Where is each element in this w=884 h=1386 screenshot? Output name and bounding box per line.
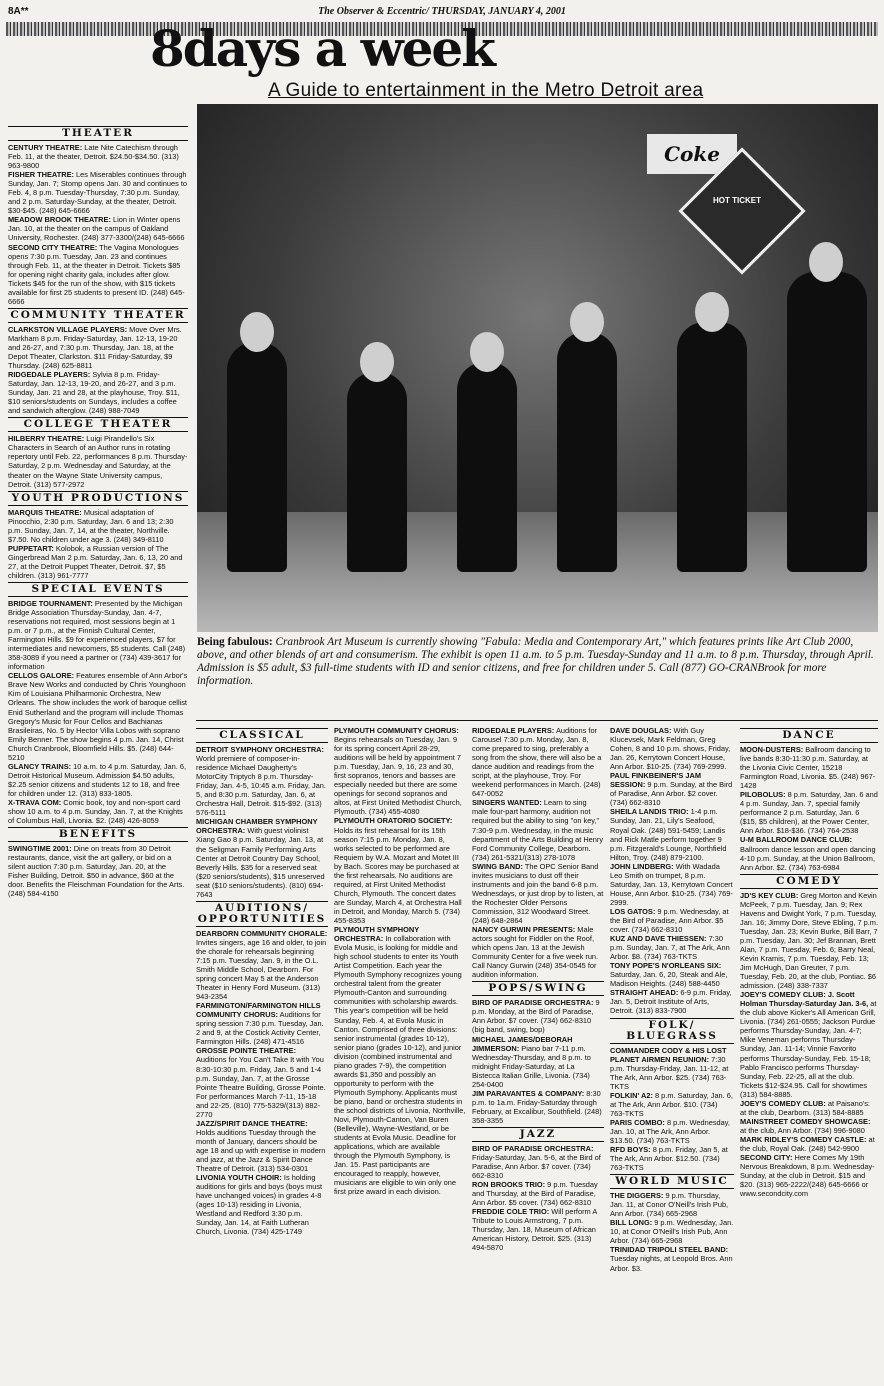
section-head-theater: THEATER (8, 126, 188, 141)
photo-figure (787, 272, 867, 572)
listing: FARMINGTON/FARMINGTON HILLS COMMUNITY CHORUS: Auditions for spring session 7:30 p.m. Tuesday, Jan. 2 and 9, at the Costick Activity Center, Farmington Hills. (248) 471-4516 (196, 1001, 324, 1047)
listing: PLYMOUTH SYMPHONY ORCHESTRA: In collaboration with Evola Music, is looking for middle and high school students to enter its Youth Artist Competition. Each year the Plymouth Symphony recognizes young orchestral talent from the greater Plymouth-Canton and surrounding communities with scholarship awards. This year's competition will be held Sunday, Feb. 4, at Evola Music in Canton. Comprised of three divisions: senior instrumental (grades 10-12), senior piano (grades 10-12), and junior division (combined instrumental and piano grades 7-9), the competition awards $1,350 and possibly an opportunity to perform with the Plymouth Symphony. Applicants must be piano, band or orchestra students in the school districts of Livonia, Northville, Novi, Plymouth-Canton, Van Buren (Belleville), Wayne-Westland, or be students at Evola Music. Deadline for applications, which are available through the Plymouth Symphony, is Jan. 15. Past participants are encouraged to reapply, however, musicians are eligible to win only one first prize award in each division. (334, 925, 466, 1197)
listing: SWING BAND: The OPC Senior Band invites musicians to dust off their instruments and join the band 6-8 p.m. Wednesdays, or just drop by to listen, at the Rochester Older Persons Commission, 312 Woodward Street. (248) 648-2864 (472, 861, 604, 925)
section-head-community-theater: COMMUNITY THEATER (8, 308, 188, 323)
section-head-youth-productions: YOUTH PRODUCTIONS (8, 491, 188, 506)
section-head-benefits: BENEFITS (8, 827, 188, 842)
listing: MAINSTREET COMEDY SHOWCASE: at the club, Ann Arbor. (734) 996-9080 (740, 1116, 871, 1135)
column-folk-world (610, 726, 734, 1376)
listing: SECOND CITY THEATRE: The Vagina Monologues opens 7:30 p.m. Tuesday, Jan. 23 and continues through Feb. 11, at the theater in Detroit. Tickets $85 for opening night charity gala, includes after glow. Tickets $45 for the run of the show, with $15 tickets available for first 25 students to present ID. (248) 645-6666 (8, 242, 185, 306)
listing: DAVE DOUGLAS: With Guy Klucevsek, Mark Feldman, Greg Cohen, 8 and 10 p.m. shows, Friday, Jan. 26, Kerrytown Concert House, Ann Arbor. $10-25. (734) 769-2999. (610, 726, 731, 772)
listing: BRIDGE TOURNAMENT: Presented by the Michigan Bridge Association Thursday-Sunday, Jan. 4-7, reservations not required, most sessions begin at 1 p.m. or 7 p.m., at the Finnish Cultural Center, Farmington Hills. $9 for experienced players, $7 for intermediates and newcomers, $5 students. Call (248) 358-3089 if you need a partner or (734) 439-3617 for information (8, 598, 186, 672)
section-head-dance: DANCE (740, 728, 878, 743)
photo-figure-head (360, 342, 394, 382)
section-head-jazz: JAZZ (472, 1127, 604, 1142)
listing: SINGERS WANTED: Learn to sing male four-part harmony, audition not required but the ability to sing "on key," 7:30-9 p.m. Wednesday, in the music department of the Arts Building at Henry Ford Community College, Dearborn. (734) 261-5321/(313) 278-1078 (472, 798, 604, 862)
photo-figure (457, 362, 517, 572)
caption-lead: Being fabulous: (197, 636, 273, 648)
listing: JOHN LINDBERG: With Wadada Leo Smith on trumpet, 8 p.m. Saturday, Jan. 13, Kerrytown Concert House, Ann Arbor. $10-25. (734) 769-2999. (610, 861, 733, 907)
photo-billboard: Coke (647, 134, 737, 174)
listing: TRINIDAD TRIPOLI STEEL BAND: Tuesday nights, at Leopold Bros. Ann Arbor. $3. (610, 1245, 733, 1273)
listing: JOEY'S COMEDY CLUB: J. Scott Holman Thursday-Saturday Jan. 3-6, at the club above Kicker's All American Grill, Livonia. (734) 261-0555; Jackson Purdue performs Thursday-Sunday, Jan. 4-7; Mike Veneman performs Thursday-Sunday, Jan. 11-14; Vinnie Favorito performs Thursday-Sunday, Feb. 15-18; Pablo Francisco performs Thursday-Sunday, Feb. 22-25, all at the club. Tickets $12-$24.95. Call for showtimes (313) 584-8885. (740, 990, 877, 1099)
listing: CELLOS GALORE: Features ensemble of Ann Arbor's Brave New Works and conducted by Chris Younghoon Kim of Louisiana Philharmonic Orchestra, New Orleans. The show includes the work of baroque cellist Enid Sutherland and the program will include Thomas Gregory's Music for Four Cellos and Bachianas Brasileiras, No. 5 by Hector Villa Lobos with soprano Emily Benner. The show begins 4 p.m. Jan. 14, Christ Church Cranbrook, Bloomfield Hills. $5. (248) 644-5210 (8, 671, 188, 762)
listing: MOON-DUSTERS: Ballroom dancing to live bands 8:30-11:30 p.m. Saturday, at the Livonia Civic Center, 15218 Farmington Road, Livonia. $5. (248) 967-1428 (740, 745, 876, 791)
listing: U-M BALLROOM DANCE CLUB: Ballroom dance lesson and open dancing 4-10 p.m. Sunday, at the Union Ballroom, Ann Arbor. $2. (734) 763-6984 (740, 835, 876, 872)
section-head-folk-bluegrass: FOLK/ BLUEGRASS (610, 1018, 734, 1044)
section-head-world-music: WORLD MUSIC (610, 1174, 734, 1189)
listing: SWINGTIME 2001: Dine on treats from 30 Detroit restaurants, dance, visit the art gallery, or bid on a silent auction 7:30 p.m. Saturday, Jan. 20, at the Fisher Building, Detroit. $50 in advance, $60 at the door. Benefits the Fleischman Foundation for the Arts. (248) 584-4150 (8, 844, 185, 899)
photo-figure-head (240, 312, 274, 352)
newspaper-dateline: The Observer & Eccentric/ THURSDAY, JANUARY 4, 2001 (318, 6, 566, 17)
listing: MARQUIS THEATRE: Musical adaptation of Pinocchio, 2:30 p.m. Saturday, Jan. 6 and 13; 2:30 p.m. Sunday, Jan. 7, 14, at the theater, Northville. $7.50. No children under age 3. (248) 349-8110 (8, 507, 174, 544)
section-head-pops-swing: POPS/SWING (472, 981, 604, 996)
column-pops-jazz (472, 726, 604, 1376)
listing: SHEILA LANDIS TRIO: 1-4 p.m. Sunday, Jan. 21, Lily's Seafood, Royal Oak. (248) 591-5459; Landis and Rick Matle perform together 9 p.m. Fitzgerald's Lounge, Northfield Hilton, Troy. (248) 879-2100. (610, 807, 727, 862)
listing: PLYMOUTH ORATORIO SOCIETY: Holds its first rehearsal for its 15th season 7:15 p.m. Monday, Jan. 8, works selected to be performed are Requiem by W.A. Mozart and Motet III by Bach. Scores may be purchased at the first rehearsals. No auditions are required, at First United Methodist Church, Plymouth. The concert dates are Sunday, March 4, at Orchestra Hall in Detroit, and Monday, March 5. (734) 455-8353 (334, 816, 462, 925)
masthead (8, 6, 876, 20)
listing: BIRD OF PARADISE ORCHESTRA: 9 p.m. Monday, at the Bird of Paradise, Ann Arbor. $7 cover. (734) 662-8310 (big band, swing, bop) (472, 998, 600, 1035)
listing: LIVONIA YOUTH CHOIR: Is holding auditions for girls and boys (boys must have unchanged voices) in grades 4-8 (ages 10-13) residing in Livonia, Westland and Redford 3:30 p.m. Sunday, Jan. 14, at Faith Lutheran Church, Livonia. (734) 425-1749 (196, 1173, 323, 1237)
listing: CLARKSTON VILLAGE PLAYERS: Move Over Mrs. Markham 8 p.m. Friday-Saturday, Jan. 12-13, 19-20 and 26-27, and 7:30 p.m. Thursday, Jan. 18, at the Depot Theater, Clarkston. $11 Friday-Saturday, $9 Thursday. (248) 625-8811 (8, 324, 182, 371)
listing: GROSSE POINTE THEATRE: Auditions for You Can't Take It with You 8:30-10:30 p.m. Friday, Jan. 5 and 1-4 p.m. Sunday, Jan. 7, at the Grosse Pointe Theatre Building, Grosse Pointe. For performances March 7-11, 15-18 and 22-25. (810) 775-5329/(313) 882-2770 (196, 1046, 326, 1119)
section-head-auditions: AUDITIONS/ OPPORTUNITIES (197, 901, 327, 925)
listing: CENTURY THEATRE: Late Nite Catechism through Feb. 11, at the theater, Detroit. $24.50-$34.50. (313) 963-9800 (8, 143, 179, 171)
photo-figure-head (470, 332, 504, 372)
photo-figure-head (570, 302, 604, 342)
section-divider (196, 720, 878, 721)
section-head-comedy: COMEDY (740, 874, 878, 889)
photo-figure (347, 372, 407, 572)
listing: PUPPETART: Kolobok, a Russian version of The Gingerbread Man 2 p.m. Saturday, Jan. 6, 13, 20 and 27, at the Detroit Puppet Theater, Detroit. $7, $5 children. (313) 961-7777 (8, 543, 183, 580)
listing: PILOBOLUS: 8 p.m. Saturday, Jan. 6 and 4 p.m. Sunday, Jan. 7, special family performance 2 p.m. Saturday, Jan. 6 ($15, $5 children), at the Power Center, Ann Arbor. $18-$36. (734) 764-2538 (740, 790, 878, 836)
section-head-classical: CLASSICAL (196, 728, 328, 743)
listing: LOS GATOS: 9 p.m. Wednesday, at the Bird of Paradise, Ann Arbor. $5 cover. (734) 662-8310 (610, 906, 729, 935)
listing: RON BROOKS TRIO: 9 p.m. Tuesday and Thursday, at the Bird of Paradise, Ann Arbor. $5 cover. (734) 662-8310 (472, 1180, 598, 1208)
listing: RFD BOYS: 8 p.m. Friday, Jan 5, at The Ark, Ann Arbor. $12.50. (734) 763-TKTS (610, 1145, 728, 1173)
listing: MICHAEL JAMES/DEBORAH JIMMERSON: Piano bar 7-11 p.m. Wednesday-Thursday, and 8 p.m. to midnight Friday-Saturday, at La Bistecca Italian Grille, Livonia. (734) 254-0400 (472, 1034, 591, 1089)
listing: PAUL FINKBEINER'S JAM SESSION: 9 p.m. Sunday, at the Bird of Paradise, Ann Arbor. $2 cover. (734) 662-8310 (610, 771, 733, 808)
listing: STRAIGHT AHEAD: 6-9 p.m. Friday, Jan. 5, Detroit Institute of Arts, Detroit. (313) 833-7900 (610, 988, 732, 1016)
listing: JAZZ/SPIRIT DANCE THEATRE: Holds auditions Tuesday through the month of January, dancers should be age 18 and up with expertise in modern and jazz, at the Jazz & Spirit Dance Theatre of Detroit. (313) 534-0301 (196, 1118, 326, 1174)
section-tagline: A Guide to entertainment in the Metro Detroit area (268, 80, 704, 101)
listing: TONY POPE'S N'ORLEANS SIX: Saturday, Jan. 6, 20, Steak and Ale, Madison Heights. (248) 588-4450 (610, 961, 728, 989)
photo-figure (677, 322, 747, 572)
listing: GLANCY TRAINS: 10 a.m. to 4 p.m. Saturday, Jan. 6, Detroit Historical Museum. Admission $4.50 adults, $2.25 senior citizens and students 12 to 18, and free for children under 12. (313) 833-1805. (8, 761, 187, 798)
hot-ticket-badge-label: HOT TICKET (713, 196, 761, 205)
listing: NANCY GURWIN PRESENTS: Male actors sought for Fiddler on the Roof, which opens Jan. 13 at the Jewish Community Center for a five week run. Call Nancy Gurwin (248) 354-0545 for audition information. (472, 925, 599, 980)
page-number: 8A** (8, 6, 29, 17)
listing: PARIS COMBO: 8 p.m. Wednesday, Jan. 10, at The Ark, Ann Arbor. $13.50. (734) 763-TKTS (610, 1117, 730, 1145)
listing: COMMANDER CODY & HIS LOST PLANET AIRMEN REUNION: 7:30 p.m. Thursday-Friday, Jan. 11-12, at The Ark, Ann Arbor. $25. (734) 763-TKTS (610, 1045, 729, 1091)
listing: BILL LONG: 9 p.m. Wednesday, Jan. 10, at Conor O'Neill's Irish Pub, Ann Arbor. (734) 665-2968 (610, 1218, 734, 1246)
listing: HILBERRY THEATRE: Luigi Pirandello's Six Characters in Search of an Author runs in rotating repertory until Feb. 22, performances 8 p.m. Thursday-Saturday, 2 p.m. Wednesday and Saturday, at the theater on the Wayne State University campus, Detroit. (313) 577-2972 (8, 434, 188, 489)
listing: FREDDIE COLE TRIO: Will perform A Tribute to Louis Armstrong, 7 p.m. Thursday, Jan. 18, Museum of African American History, Detroit. $25. (313) 494-5870 (472, 1207, 597, 1253)
column-dance-comedy (740, 726, 878, 1376)
listing: MEADOW BROOK THEATRE: Lion in Winter opens Jan. 10, at the theater on the campus of Oakland University, Rochester. (248) 377-3300/(248) 645-6666 (8, 215, 185, 243)
listing: DETROIT SYMPHONY ORCHESTRA: World premiere of composer-in-residence Michael Daugherty's MotorCity Triptych 8 p.m. Thursday-Friday, Jan. 4-5, 10:45 a.m. Friday, Jan. 5, and 8:30 p.m. Saturday, Jan. 6, at Orchestra Hall, Detroit. $15-$92. (313) 576-5111 (196, 745, 326, 818)
listing: FISHER THEATRE: Les Miserables continues through Sunday, Jan. 7; Stomp opens Jan. 30 and continues to Feb. 4, 8 p.m. Tuesday-Thursday, 7:30 p.m. Sunday, and 2 p.m. Saturday-Sunday, at the theater, Detroit. $30-$45. (248) 645-6666 (8, 170, 188, 216)
listing: PLYMOUTH COMMUNITY CHORUS: Begins rehearsals on Tuesday, Jan. 9 for its spring concert April 28-29, auditions will be held by appointment 7 p.m. Tuesday, Jan. 9, 16, 23 and 30, first sopranos, tenors and basses are especially needed but there are some openings for second sopranos and altos, at First United Methodist Church, Plymouth. (734) 455-4080 (334, 726, 462, 817)
section-logo: 8days a week (150, 19, 494, 78)
listing: X-TRAVA COM: Comic book, toy and non-sport card show 10 a.m. to 4 p.m. Sunday, Jan. 7, at the Knights of Columbus Hall, Livonia. $2. (248) 426-8059 (8, 798, 183, 826)
photo-figure-head (809, 242, 843, 282)
left-column (8, 124, 188, 1374)
listing: RIDGEDALE PLAYERS: Auditions for Carousel 7:30 p.m. Monday, Jan. 8, come prepared to sing, preferably a song from the show, there will also be a dance audition and readings from the script, at the playhouse, Troy. For weekend performances in March. (248) 647-0052 (472, 726, 602, 799)
listing: JOEY'S COMEDY CLUB: at Paisano's: at the club, Dearborn. (313) 584-8885 (740, 1098, 870, 1117)
photo-street (197, 512, 878, 632)
listing: RIDGEDALE PLAYERS: Sylvia 8 p.m. Friday-Saturday, Jan. 12-13, 19-20, and 26-27, and 3 p.m. Sunday, Jan. 21 and 28, at the playhouse, Troy. $11, $10 seniors/students on Sundays, includes a coffee and sandwich afterglow. (248) 988-7049 (8, 370, 180, 416)
listing: DEARBORN COMMUNITY CHORALE: Invites singers, age 16 and older, to join the chorale for rehearsals beginning 7:15 p.m. Tuesday, Jan. 9, in the O.L. Smith Middle School, Dearborn. For spring concert May 5 at the Anderson Theater in Henry Ford Museum. (313) 943-2354 (196, 928, 328, 1002)
photo-figure-head (695, 292, 729, 332)
listing: THE DIGGERS: 9 p.m. Thursday, Jan. 11, at Conor O'Neill's Irish Pub, Ann Arbor. (734) 665-2968 (610, 1191, 729, 1219)
photo-figure (557, 332, 617, 572)
listing: KUZ AND DAVE THIESSEN: 7:30 p.m. Sunday, Jan. 7, at The Ark, Ann Arbor. $8. (734) 763-TKTS (610, 934, 730, 962)
listing: JD'S KEY CLUB: Greg Morton and Kevin McPeek, 7 p.m. Tuesday, Jan. 9; Rex Havens and Dwight York, 7 p.m. Tuesday, Jan. 16; Jimmy Dore, Steve Ebling, 7 p.m. Tuesday, Jan. 23; Kevin Burke, Bill Barr, 7 p.m. Tuesday, Jan. 30; Jef Brannan, Brett Alan, 7 p.m. Tuesday, Feb. 6; Barry Neal, Kevin Kramis, 7 p.m. Tuesday, Feb. 13; Jim McHugh, Dan Greuter, 7 p.m. Tuesday, Feb. 20, at the club, Pontiac. $6 admission. (248) 338-7337 (740, 890, 878, 991)
listing: MARK RIDLEY'S COMEDY CASTLE: at the club, Royal Oak. (248) 542-9900 (740, 1134, 875, 1153)
photo-caption (197, 636, 878, 688)
feature-photo (197, 104, 878, 632)
listing: FOLKIN' A2: 8 p.m. Saturday, Jan. 6, at The Ark, Ann Arbor. $10. (734) 763-TKTS (610, 1090, 733, 1118)
section-head-college-theater: COLLEGE THEATER (8, 417, 188, 432)
caption-text: Cranbrook Art Museum is currently showing "Fabula: Media and Contemporary Art," which features prints like Art Club 2000, above, and other blends of art and consumerism. The exhibit is open 11 a.m. to 5 p.m. Tuesday-Sunday and 11 a.m. to 8 p.m. Thursday, through April. Admission is $5 adult, $3 full-time students with ID and senior citizens, and free for children under 5. Call (877) GO-CRANBrook for more information. (197, 636, 874, 687)
column-classical (196, 726, 328, 1376)
section-head-special-events: SPECIAL EVENTS (8, 582, 188, 597)
listing: BIRD OF PARADISE ORCHESTRA: Friday-Saturday, Jan. 5-6, at the Bird of Paradise, Ann Arbor. $7 cover. (734) 662-8310 (472, 1143, 601, 1181)
photo-figure (227, 342, 287, 572)
listing: JIM PARAVANTES & COMPANY: 8:30 p.m. to 1a.m. Friday-Saturday through February, at Excalibur, Southfield. (248) 358-3355 (472, 1088, 602, 1125)
listing: SECOND CITY: Here Comes My 19th Nervous Breakdown, 8 p.m. Wednesday-Sunday, at the club in Detroit. $15 and $20. (313) 965-2222/(248) 645-6666 or www.secondcity.com (740, 1153, 875, 1199)
listing: MICHIGAN CHAMBER SYMPHONY ORCHESTRA: With guest violinist Xiang Gao 8 p.m. Saturday, Jan. 13, at the Seligman Family Performing Arts Center at Detroit Country Day School, Beverly Hills. $35 for a reserved seat ($20 seniors/students), $15 unreserved seat ($10 seniors/students). (810) 694-7643 (196, 817, 325, 899)
column-auditions-continued (334, 726, 466, 1376)
